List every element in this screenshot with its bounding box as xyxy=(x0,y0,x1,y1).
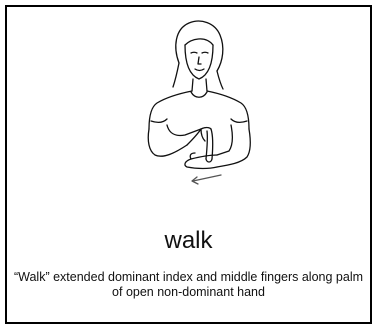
sign-description: “Walk” extended dominant index and middle fingers along palm of open non-dominant hand xyxy=(13,270,364,299)
person-signing-walk-illustration xyxy=(117,17,277,197)
sign-word: walk xyxy=(164,227,213,254)
sign-card xyxy=(5,5,372,324)
